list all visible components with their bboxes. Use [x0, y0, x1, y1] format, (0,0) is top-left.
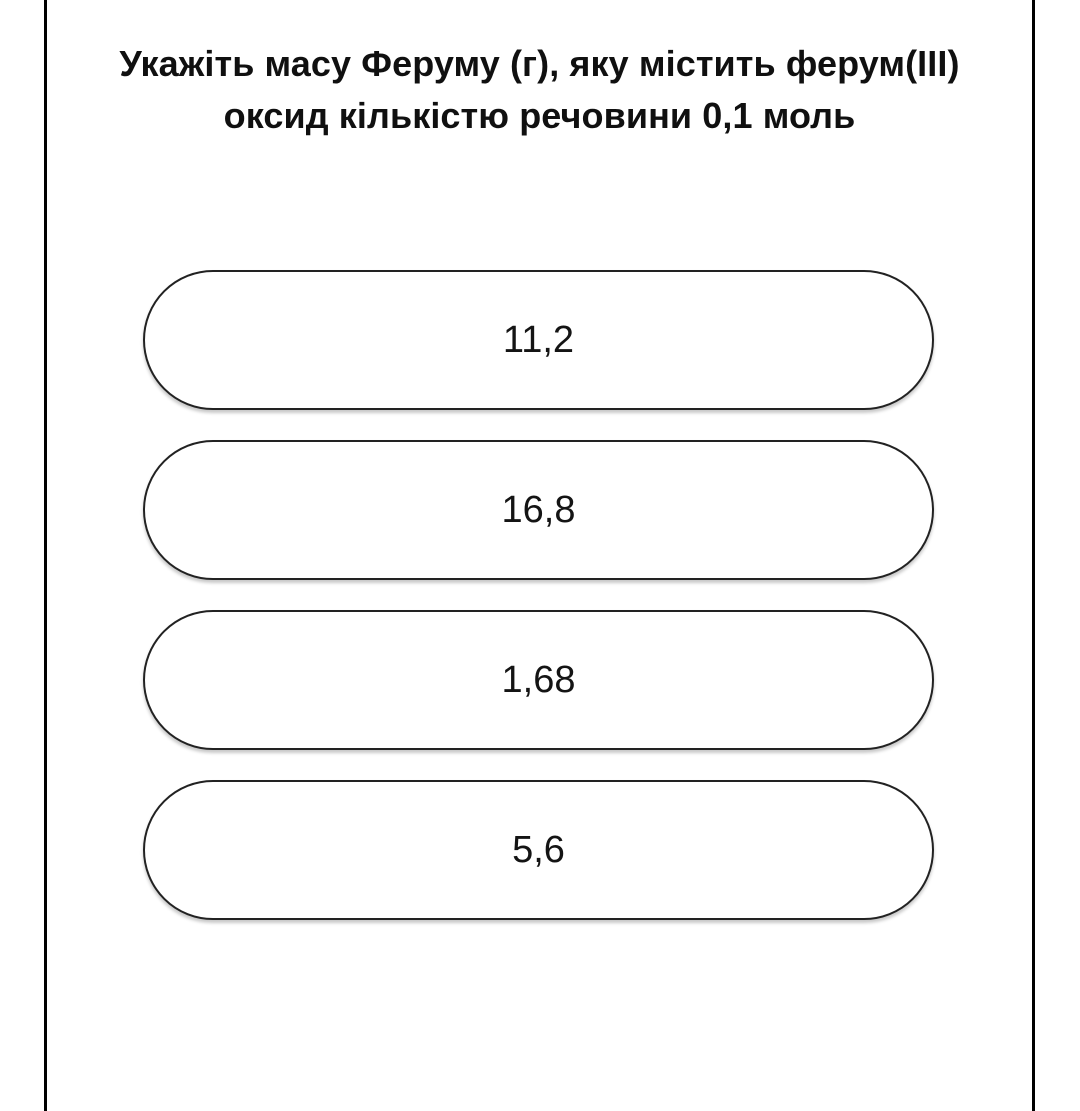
question-text: Укажіть масу Феруму (г), яку містить ферум(III) оксид кількістю речовини 0,1 моль	[119, 43, 960, 137]
answer-option-2[interactable]	[143, 440, 934, 580]
answer-option-label: 5,6	[512, 828, 565, 871]
answer-option-1[interactable]	[143, 270, 934, 410]
answer-option-label: 16,8	[501, 488, 576, 531]
answer-option-label: 1,68	[501, 658, 576, 701]
answer-option-4[interactable]	[143, 780, 934, 920]
answer-option-label: 11,2	[502, 318, 575, 361]
quiz-content	[47, 0, 1032, 1111]
right-frame-rule	[1032, 0, 1035, 1111]
answer-option-3[interactable]	[143, 610, 934, 750]
answer-options-list	[47, 270, 1032, 920]
